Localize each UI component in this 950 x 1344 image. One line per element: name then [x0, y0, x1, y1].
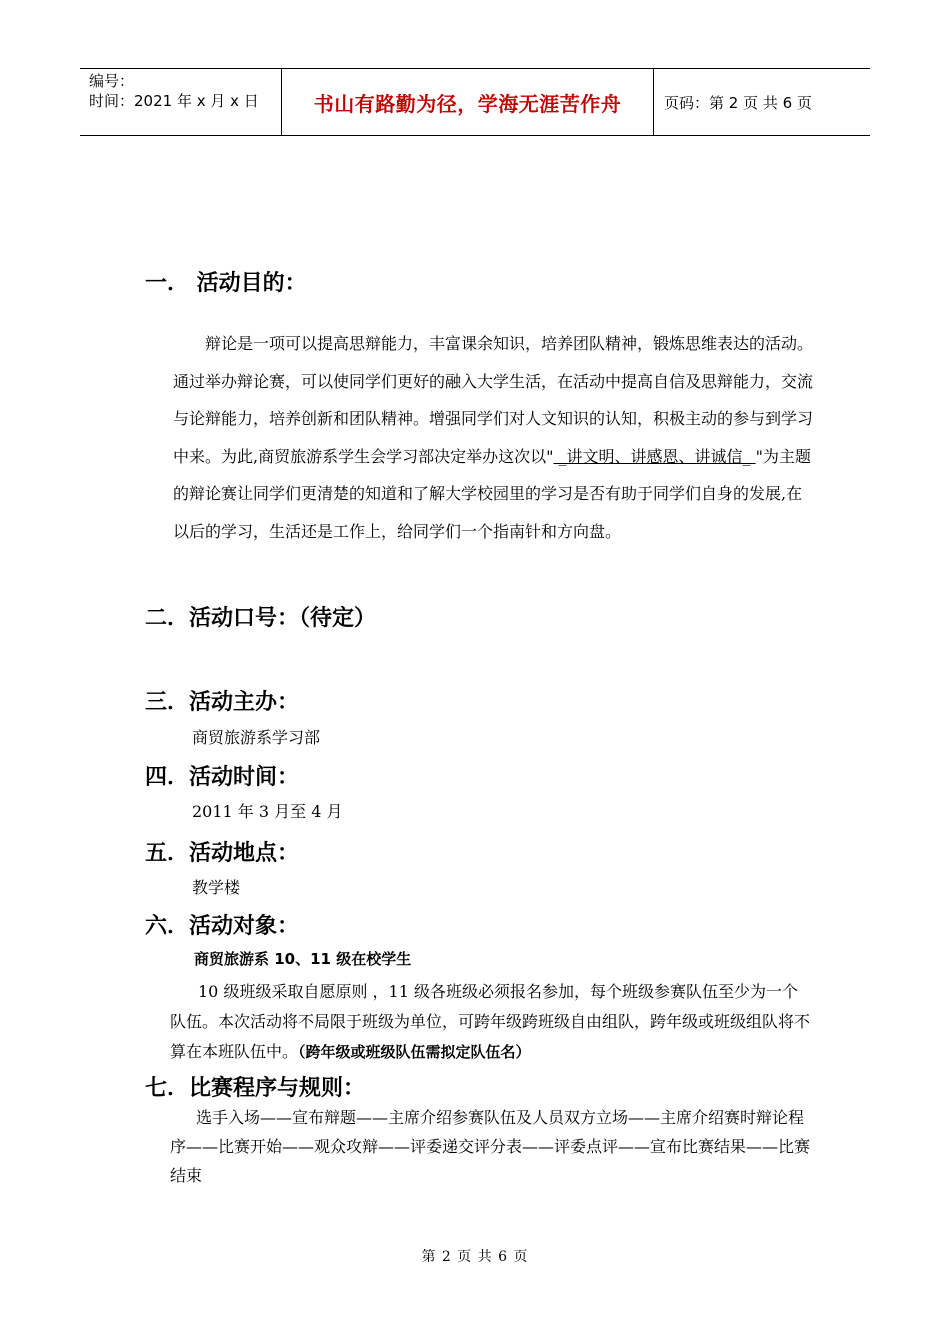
purpose-paragraph [173, 325, 813, 550]
section-title-procedure: 七．比赛程序与规则： [145, 1076, 366, 1101]
section-title-slogan: 二．活动口号：（待定） [145, 606, 377, 631]
organizer-text: 商贸旅游系学习部 [192, 728, 321, 747]
page-footer: 第 2 页 共 6 页 [421, 1249, 529, 1265]
section-title-time: 四．活动时间： [145, 765, 300, 790]
code-label: 编号： [89, 72, 135, 90]
purpose-text-before: 辩论是一项可以提高思辩能力，丰富课余知识，培养团队精神，锻炼思维表达的活动。通过举办辩论赛，可以使同学们更好的融入大学生活，在活动中提高自信及思辩能力，交流与论辩能力，培养创新和团队精神。增强同学们对人文知识的认知，积极主动的参与到学习中来。为此,商贸旅游系学生会学习部决定举办这次以" [173, 334, 814, 466]
header-left-cell [80, 69, 282, 135]
section-title-organizer: 三．活动主办： [145, 690, 300, 715]
section-title-location: 五．活动地点： [145, 841, 300, 866]
time-label: 时间：2021 年 x 月 x 日 [89, 92, 259, 110]
procedure-paragraph [170, 1103, 810, 1190]
purpose-text-after: "为主题的辩论赛让同学们更清楚的知道和了解大学校园里的学习是否有助于同学们自身的发展,在以后的学习，生活还是工作上，给同学们一个指南针和方向盘。 [173, 446, 812, 541]
participants-note: （跨年级或班级队伍需拟定队伍名） [298, 1043, 531, 1061]
location-text: 教学楼 [192, 878, 241, 897]
header-page-info: 页码：第 2 页 共 6 页 [664, 93, 812, 112]
participants-text: 商贸旅游系 10、11 级在校学生 [194, 950, 412, 968]
header-table [80, 68, 870, 136]
section-title-participants: 六．活动对象： [145, 914, 300, 939]
header-motto: 书山有路勤为径，学海无涯苦作舟 [282, 69, 654, 135]
purpose-theme-underlined: _讲文明、讲感恩、讲诚信_ [553, 446, 756, 466]
procedure-text: 选手入场——宣布辩题——主席介绍参赛队伍及人员双方立场——主席介绍赛时辩论程序——比赛开始——观众攻辩——评委递交评分表——评委点评——宣布比赛结果——比赛结束 [170, 1108, 811, 1185]
time-text: 2011 年 3 月至 4 月 [192, 802, 343, 821]
participants-rules: 10 级班级采取自愿原则 ，11 级各班级必须报名参加，每个班级参赛队伍至少为一个队伍。本次活动将不局限于班级为单位，可跨年级跨班级自由组队，跨年级或班级组队将不算在本班队伍中。 [170, 982, 811, 1061]
participants-paragraph [170, 977, 810, 1067]
section-title-purpose: 一． 活动目的： [145, 271, 307, 296]
